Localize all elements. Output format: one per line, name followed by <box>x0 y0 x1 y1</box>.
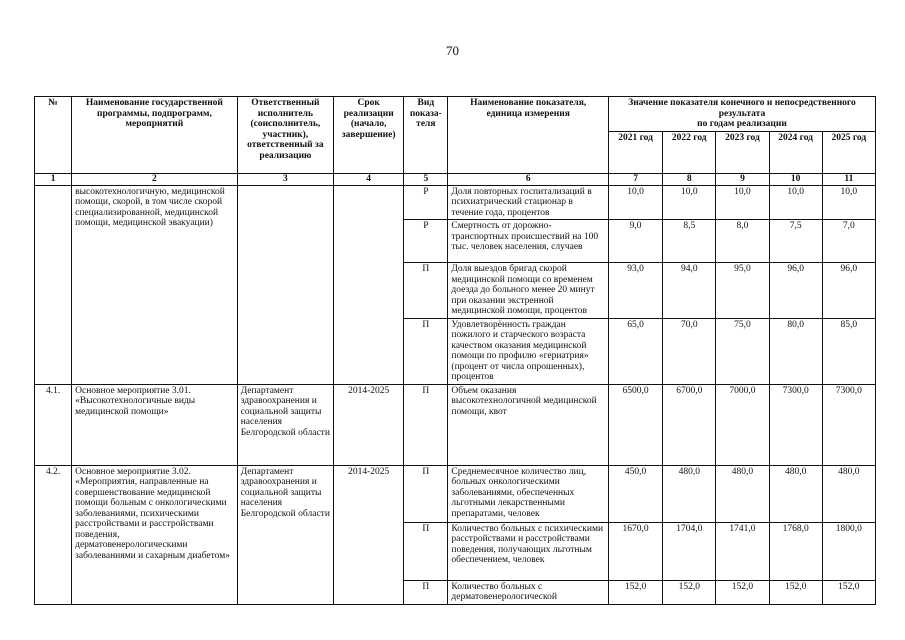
indicator-value: 8,0 <box>716 220 769 263</box>
executor-cell: Департамент здравоохранения и социальной защиты населения Белгородской области <box>237 465 333 604</box>
row-num-cell: 4.2. <box>35 465 72 604</box>
header-row <box>35 97 876 132</box>
indicator-value: 10,0 <box>822 185 875 220</box>
indicator-value: 450,0 <box>608 465 662 522</box>
header-values-title: Значение показателя конечного и непосредственного результата <box>628 98 856 119</box>
indicator-value: 10,0 <box>608 185 662 220</box>
column-number: 6 <box>448 173 609 185</box>
indicator-name: Смертность от дорожно-транспортных происшествий на 100 тыс. человек населения, случаев <box>448 220 609 263</box>
indicator-value: 152,0 <box>822 580 875 604</box>
indicator-value: 93,0 <box>608 263 662 319</box>
indicator-value: 152,0 <box>608 580 662 604</box>
indicator-name: Удовлетворённость граждан пожилого и старческого возраста качеством оказания медицинской помощи по профилю «гериатрия» (процент от числа опрошенных), процентов <box>448 318 609 384</box>
header-year: 2022 год <box>663 131 716 173</box>
program-name-cell: Основное мероприятие 3.01. «Высокотехнологичные виды медицинской помощи» <box>72 384 238 465</box>
program-name-cell: высокотехнологичную, медицинской помощи, скорой, в том числе скорой специализированной, медицинской помощи, медицинской эвакуации) <box>72 185 238 384</box>
indicator-value: 6500,0 <box>608 384 662 465</box>
indicator-name: Количество больных с психическими расстройствами и расстройствами поведения, получающих льготным обеспечением, человек <box>448 522 609 580</box>
header-year: 2023 год <box>716 131 769 173</box>
indicator-type: П <box>404 522 448 580</box>
indicator-value: 10,0 <box>716 185 769 220</box>
column-number: 4 <box>334 173 404 185</box>
indicator-value: 96,0 <box>769 263 822 319</box>
term-cell: 2014-2025 <box>334 384 404 465</box>
indicator-value: 152,0 <box>769 580 822 604</box>
indicator-value: 7300,0 <box>822 384 875 465</box>
indicator-name: Среднемесячное количество лиц, больных онкологическими заболеваниями, обеспеченных льготными лекарственными препаратами, человек <box>448 465 609 522</box>
indicator-value: 152,0 <box>663 580 716 604</box>
indicator-value: 96,0 <box>822 263 875 319</box>
row-num-cell <box>35 185 72 384</box>
header-values-group <box>608 97 875 132</box>
term-cell <box>334 185 404 384</box>
column-number: 1 <box>35 173 72 185</box>
indicator-value: 10,0 <box>769 185 822 220</box>
column-number: 2 <box>72 173 238 185</box>
row-num-cell: 4.1. <box>35 384 72 465</box>
header-type: Вид показа-теля <box>404 97 448 174</box>
header-term: Срок реализации (начало, завершение) <box>334 97 404 174</box>
indicator-name: Доля повторных госпитализаций в психиатрический стационар в течение года, процентов <box>448 185 609 220</box>
header-executor: Ответственный исполнитель (соисполнитель, участник), ответственный за реализацию <box>237 97 333 174</box>
indicator-type: П <box>404 465 448 522</box>
indicator-value: 75,0 <box>716 318 769 384</box>
indicator-value: 152,0 <box>716 580 769 604</box>
indicator-value: 7300,0 <box>769 384 822 465</box>
header-by-years: по годам реализации <box>697 119 787 129</box>
executor-cell: Департамент здравоохранения и социальной защиты населения Белгородской области <box>237 384 333 465</box>
indicator-value: 10,0 <box>663 185 716 220</box>
table-row <box>35 185 876 220</box>
indicator-value: 480,0 <box>769 465 822 522</box>
column-number: 7 <box>608 173 662 185</box>
column-number: 10 <box>769 173 822 185</box>
indicator-value: 65,0 <box>608 318 662 384</box>
column-numbers-row <box>35 173 876 185</box>
indicator-type: Р <box>404 185 448 220</box>
indicator-type: Р <box>404 220 448 263</box>
indicator-value: 7000,0 <box>716 384 769 465</box>
table-row <box>35 384 876 465</box>
indicator-value: 1741,0 <box>716 522 769 580</box>
indicator-type: П <box>404 384 448 465</box>
header-year: 2021 год <box>608 131 662 173</box>
indicator-name: Доля выездов бригад скорой медицинской помощи со временем доезда до больного менее 20 минут при оказании экстренной медицинской помощи, процентов <box>448 263 609 319</box>
indicator-value: 480,0 <box>663 465 716 522</box>
indicator-value: 9,0 <box>608 220 662 263</box>
header-year: 2025 год <box>822 131 875 173</box>
header-name: Наименование государственной программы, подпрограмм, мероприятий <box>72 97 238 174</box>
indicator-value: 8,5 <box>663 220 716 263</box>
indicator-value: 95,0 <box>716 263 769 319</box>
indicator-value: 1704,0 <box>663 522 716 580</box>
indicator-value: 7,0 <box>822 220 875 263</box>
header-indicator: Наименование показателя, единица измерения <box>448 97 609 174</box>
indicator-value: 6700,0 <box>663 384 716 465</box>
indicator-value: 80,0 <box>769 318 822 384</box>
indicator-value: 1800,0 <box>822 522 875 580</box>
table-row <box>35 465 876 522</box>
indicator-value: 1768,0 <box>769 522 822 580</box>
indicator-name: Объем оказания высокотехнологичной медицинской помощи, квот <box>448 384 609 465</box>
indicator-value: 480,0 <box>822 465 875 522</box>
term-cell: 2014-2025 <box>334 465 404 604</box>
header-year: 2024 год <box>769 131 822 173</box>
column-number: 9 <box>716 173 769 185</box>
indicator-value: 85,0 <box>822 318 875 384</box>
indicators-table <box>34 96 876 605</box>
column-number: 8 <box>663 173 716 185</box>
column-number: 3 <box>237 173 333 185</box>
indicator-value: 7,5 <box>769 220 822 263</box>
indicator-value: 94,0 <box>663 263 716 319</box>
indicator-value: 480,0 <box>716 465 769 522</box>
page-number: 70 <box>446 43 459 58</box>
column-number: 5 <box>404 173 448 185</box>
indicator-name: Количество больных с дерматовенерологической <box>448 580 609 604</box>
executor-cell <box>237 185 333 384</box>
indicator-type: П <box>404 263 448 319</box>
column-number: 11 <box>822 173 875 185</box>
program-name-cell: Основное мероприятие 3.02. «Мероприятия, направленные на совершенствование медицинской помощи больным с онкологическими заболеваниями, психическими расстройствами и расстройствами поведения, дерматовенерологическими заболеваниями и сахарным диабетом» <box>72 465 238 604</box>
header-num: № <box>35 97 72 174</box>
indicator-value: 70,0 <box>663 318 716 384</box>
indicator-type: П <box>404 318 448 384</box>
indicator-value: 1670,0 <box>608 522 662 580</box>
indicator-type: П <box>404 580 448 604</box>
